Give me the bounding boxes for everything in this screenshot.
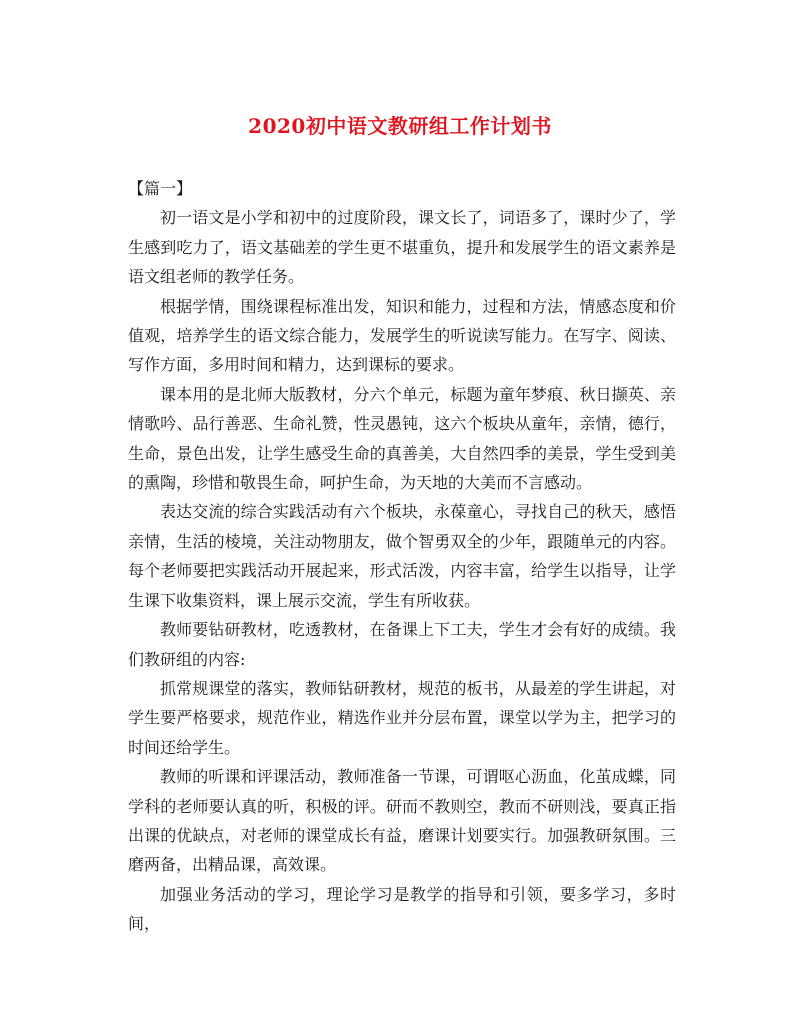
paragraph-7: 教师的听课和评课活动，教师准备一节课，可谓呕心沥血，化茧成蝶，同学科的老师要认真的听，积极的评。研而不教则空，教而不研则浅，要真正指出课的优缺点，对老师的课堂成长有益，磨课计划要实行。加强教研氛围。三磨两备，出精品课，高效课。 xyxy=(128,767,676,875)
section-label: 【篇一】 xyxy=(128,179,193,198)
paragraph-4: 表达交流的综合实践活动有六个板块，永葆童心，寻找自己的秋天，感悟亲情，生活的棱境，关注动物朋友，做个智勇双全的少年，跟随单元的内容。每个老师要把实践活动开展起来，形式活泼，内容丰富，给学生以指导，让学生课下收集资料，课上展示交流，学生有所收获。 xyxy=(128,502,676,610)
document-body xyxy=(128,174,676,939)
paragraph-5: 教师要钻研教材，吃透教材，在备课上下工夫，学生才会有好的成绩。我们教研组的内容: xyxy=(128,620,676,669)
paragraph-3: 课本用的是北师大版教材，分六个单元，标题为童年梦痕、秋日撷英、亲情歌吟、品行善恶、生命礼赞，性灵愚钝，这六个板块从童年，亲情，德行，生命，景色出发，让学生感受生命的真善美，大自然四季的美景，学生受到美的熏陶，珍惜和敬畏生命，呵护生命，为天地的大美而不言感动。 xyxy=(128,384,676,493)
paragraph-6: 抓常规课堂的落实，教师钻研教材，规范的板书，从最差的学生讲起，对学生要严格要求，规范作业，精选作业并分层布置，课堂以学为主，把学习的时间还给学生。 xyxy=(128,678,676,757)
paragraph-8: 加强业务活动的学习，理论学习是教学的指导和引领，要多学习，多时间， xyxy=(128,884,676,934)
document-title: 2020初中语文教研组工作计划书 xyxy=(248,114,552,138)
paragraph-2: 根据学情，围绕课程标准出发，知识和能力，过程和方法，情感态度和价值观，培养学生的语文综合能力，发展学生的听说读写能力。在写字、阅读、写作方面，多用时间和精力，达到课标的要求。 xyxy=(128,296,676,375)
paragraph-1: 初一语文是小学和初中的过度阶段，课文长了，词语多了，课时少了，学生感到吃力了，语文基础差的学生更不堪重负，提升和发展学生的语文素养是语文组老师的教学任务。 xyxy=(128,208,676,287)
